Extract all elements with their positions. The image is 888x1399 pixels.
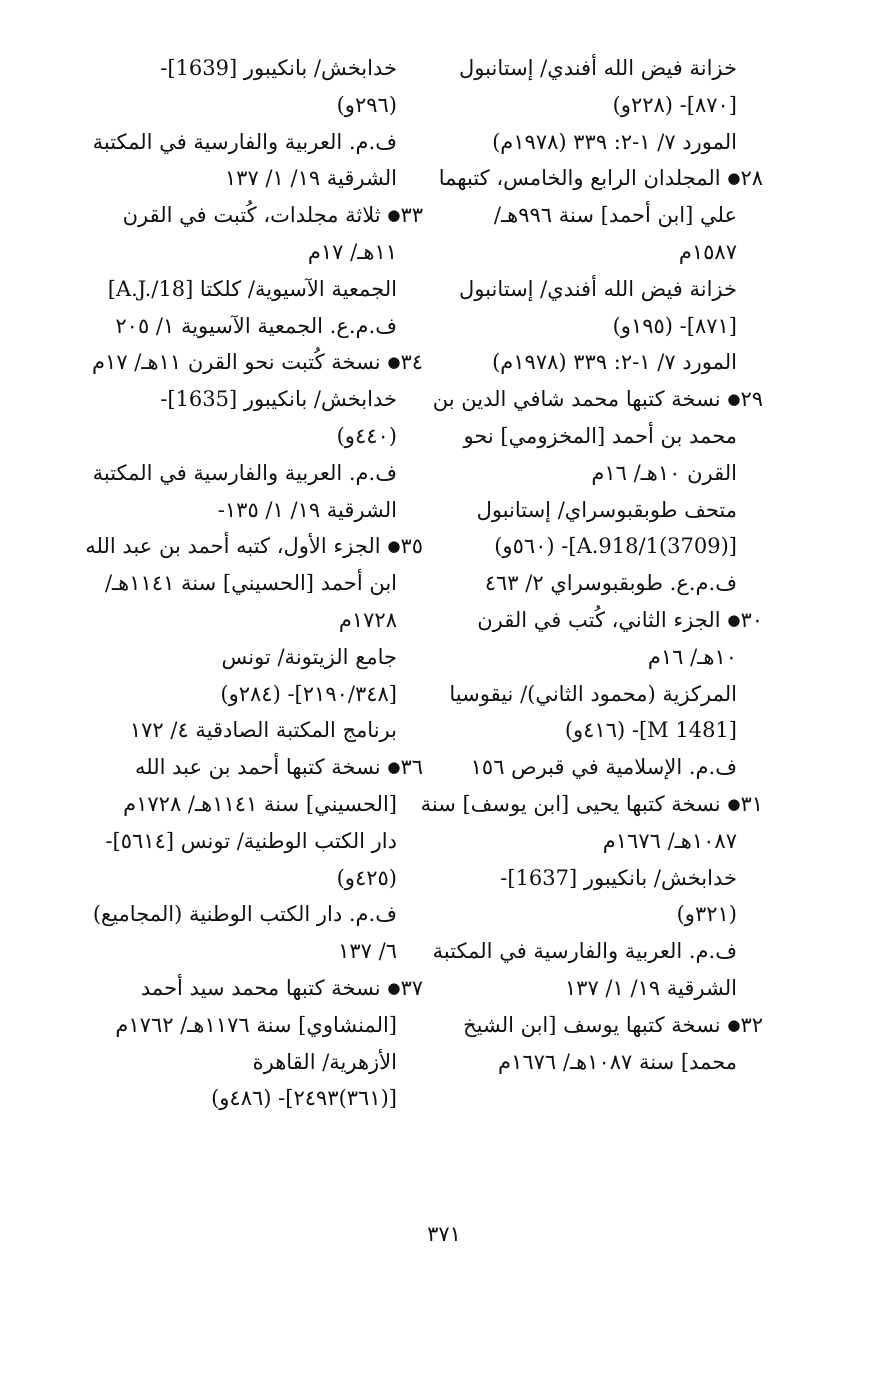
entry-line: [المنشاوي] سنة ١١٧٦هـ/ ١٧٦٢م — [115, 1012, 397, 1037]
entry-line: (٢٩٦و) — [336, 92, 397, 117]
entry-line: (٣٢١و) — [676, 902, 737, 927]
entry-line: ١٠هـ/ ١٦م — [647, 644, 737, 669]
entry-line: ٦/ ١٣٧ — [338, 939, 397, 964]
right-column — [418, 50, 763, 1080]
entry-line: [M 1481]- (٤١٦و) — [564, 718, 737, 743]
entry-line: ١٥٨٧م — [678, 239, 737, 264]
entry-line: برنامج المكتبة الصادقية ٤/ ١٧٢ — [129, 718, 397, 743]
entry-heading-line — [418, 381, 763, 418]
bullet-icon: ● — [727, 610, 741, 629]
entry-line: خدابخش/ بانكيبور [1637]- — [500, 865, 737, 890]
reference-block — [78, 381, 423, 528]
entry-text: نسخة كُتبت نحو القرن ١١هـ/ ١٧م — [92, 350, 381, 375]
entry-line: ف.م. الإسلامية في قبرص ١٥٦ — [470, 755, 737, 780]
reference-block — [78, 639, 423, 749]
entry-number: ٢٩ — [740, 387, 763, 412]
entry-line: ١٠٨٧هـ/ ١٦٧٦م — [602, 828, 737, 853]
entry-line: القرن ١٠هـ/ ١٦م — [591, 460, 737, 485]
entry-line: الشرقية ١٩/ ١/ ١٣٧ — [224, 166, 397, 191]
entry-line: المركزية (محمود الثاني)/ نيقوسيا — [449, 681, 737, 706]
entry-heading-line — [78, 197, 423, 234]
numbered-entry — [418, 1007, 763, 1081]
numbered-entry — [78, 344, 423, 381]
entry-line: ابن أحمد [الحسيني] سنة ١١٤١هـ/ — [104, 571, 397, 596]
reference-block — [418, 860, 763, 1007]
entry-line: (٤٤٠و) — [336, 423, 397, 448]
entry-heading-line — [78, 749, 423, 786]
entry-number: ٣٠ — [740, 607, 763, 632]
entry-line: المورد ٧/ ١-٢: ٣٣٩ (١٩٧٨م) — [492, 129, 737, 154]
entry-line: [الحسيني] سنة ١١٤١هـ/ ١٧٢٨م — [123, 791, 397, 816]
entry-heading-line — [78, 344, 423, 381]
entry-line: ف.م. العربية والفارسية في المكتبة — [92, 460, 397, 485]
entry-heading-line — [418, 602, 763, 639]
bullet-icon: ● — [727, 169, 741, 188]
entry-line: (٤٢٥و) — [336, 865, 397, 890]
bullet-icon: ● — [727, 794, 741, 813]
entry-line: المورد ٧/ ١-٢: ٣٣٩ (١٩٧٨م) — [492, 350, 737, 375]
entry-text: نسخة كتبها يحيى [ابن يوسف] سنة — [420, 791, 721, 816]
entry-text: نسخة كتبها محمد شافي الدين بن — [432, 387, 721, 412]
entry-line: ١١هـ/ ١٧م — [307, 239, 397, 264]
entry-number: ٣٥ — [400, 534, 423, 559]
numbered-entry — [78, 197, 423, 271]
entry-line: [٨٧٠]- (٢٢٨و) — [612, 92, 737, 117]
entry-line: الشرقية ١٩/ ١/ ١٣٧ — [564, 975, 737, 1000]
entry-line: ١٧٢٨م — [338, 607, 397, 632]
reference-block — [418, 50, 763, 160]
entry-line: الأزهرية/ القاهرة — [252, 1049, 397, 1074]
numbered-entry — [78, 749, 423, 823]
bullet-icon: ● — [387, 206, 401, 225]
page-number: ٣٧١ — [427, 1222, 461, 1246]
entry-number: ٣٤ — [400, 350, 423, 375]
entry-line: [٢١٩٠/٣٤٨]- (٢٨٤و) — [220, 681, 397, 706]
entry-line: خدابخش/ بانكيبور [1635]- — [160, 387, 397, 412]
entry-line: خزانة فيض الله أفندي/ إستانبول — [459, 56, 737, 80]
entry-heading-line — [78, 970, 423, 1007]
entry-line: علي [ابن أحمد] سنة ٩٩٦هـ/ — [493, 203, 737, 228]
entry-line: ف.م.ع. الجمعية الآسيوية ١/ ٢٠٥ — [115, 313, 397, 338]
entry-line: محمد بن أحمد [المخزومي] نحو — [463, 423, 737, 448]
numbered-entry — [418, 786, 763, 860]
entry-line: ف.م. العربية والفارسية في المكتبة — [432, 939, 737, 964]
reference-block — [78, 271, 423, 345]
entry-line: [(٣٦١)٢٤٩٣]- (٤٨٦و) — [211, 1086, 397, 1111]
entry-text: نسخة كتبها يوسف [ابن الشيخ — [463, 1012, 721, 1037]
entry-text: نسخة كتبها محمد سيد أحمد — [140, 975, 381, 1000]
entry-number: ٣٢ — [740, 1012, 763, 1037]
numbered-entry — [418, 602, 763, 676]
entry-heading-line — [78, 528, 423, 565]
entry-text: المجلدان الرابع والخامس، كتبهما — [438, 166, 721, 191]
entry-number: ٣١ — [740, 791, 763, 816]
entry-number: ٣٦ — [400, 755, 423, 780]
numbered-entry — [78, 970, 423, 1117]
entry-line: متحف طوبقبوسراي/ إستانبول — [476, 497, 737, 522]
entry-number: ٣٣ — [400, 203, 423, 228]
entry-number: ٢٨ — [740, 166, 763, 191]
bullet-icon: ● — [727, 1015, 741, 1034]
entry-number: ٣٧ — [400, 975, 423, 1000]
entry-heading-line — [418, 786, 763, 823]
bullet-icon: ● — [387, 978, 401, 997]
numbered-entry — [418, 160, 763, 270]
entry-heading-line — [418, 1007, 763, 1044]
entry-line: الشرقية ١٩/ ١/ ١٣٥- — [217, 497, 397, 522]
entry-text: الجزء الأول، كتبه أحمد بن عبد الله — [85, 534, 381, 559]
reference-block — [78, 823, 423, 970]
reference-block — [78, 50, 423, 197]
left-column — [78, 50, 423, 1117]
entry-line: ف.م.ع. طوبقبوسراي ٢/ ٤٦٣ — [484, 571, 737, 596]
entry-text: الجزء الثاني، كُتب في القرن — [477, 607, 721, 632]
entry-line: الجمعية الآسيوية/ كلكتا [A.J./18] — [107, 276, 397, 301]
numbered-entry — [418, 381, 763, 491]
entry-line: ف.م. دار الكتب الوطنية (المجاميع) — [92, 902, 397, 927]
entry-line: خدابخش/ بانكيبور [1639]- — [160, 56, 397, 80]
entry-line: جامع الزيتونة/ تونس — [221, 644, 397, 669]
bullet-icon: ● — [727, 390, 741, 409]
entry-line: [A.918/1(3709)]- (٥٦٠و) — [494, 534, 737, 559]
entry-line: [٨٧١]- (١٩٥و) — [612, 313, 737, 338]
reference-block — [418, 676, 763, 786]
entry-text: نسخة كتبها أحمد بن عبد الله — [134, 755, 381, 780]
entry-line: خزانة فيض الله أفندي/ إستانبول — [459, 276, 737, 301]
numbered-entry — [78, 528, 423, 638]
entry-heading-line — [418, 160, 763, 197]
reference-block — [418, 271, 763, 381]
reference-block — [418, 492, 763, 602]
entry-line: ف.م. العربية والفارسية في المكتبة — [92, 129, 397, 154]
entry-line: محمد] سنة ١٠٨٧هـ/ ١٦٧٦م — [498, 1049, 737, 1074]
bullet-icon: ● — [387, 537, 401, 556]
bullet-icon: ● — [387, 758, 401, 777]
bullet-icon: ● — [387, 353, 401, 372]
entry-line: دار الكتب الوطنية/ تونس [٥٦١٤]- — [105, 828, 397, 853]
entry-text: ثلاثة مجلدات، كُتبت في القرن — [122, 203, 381, 228]
